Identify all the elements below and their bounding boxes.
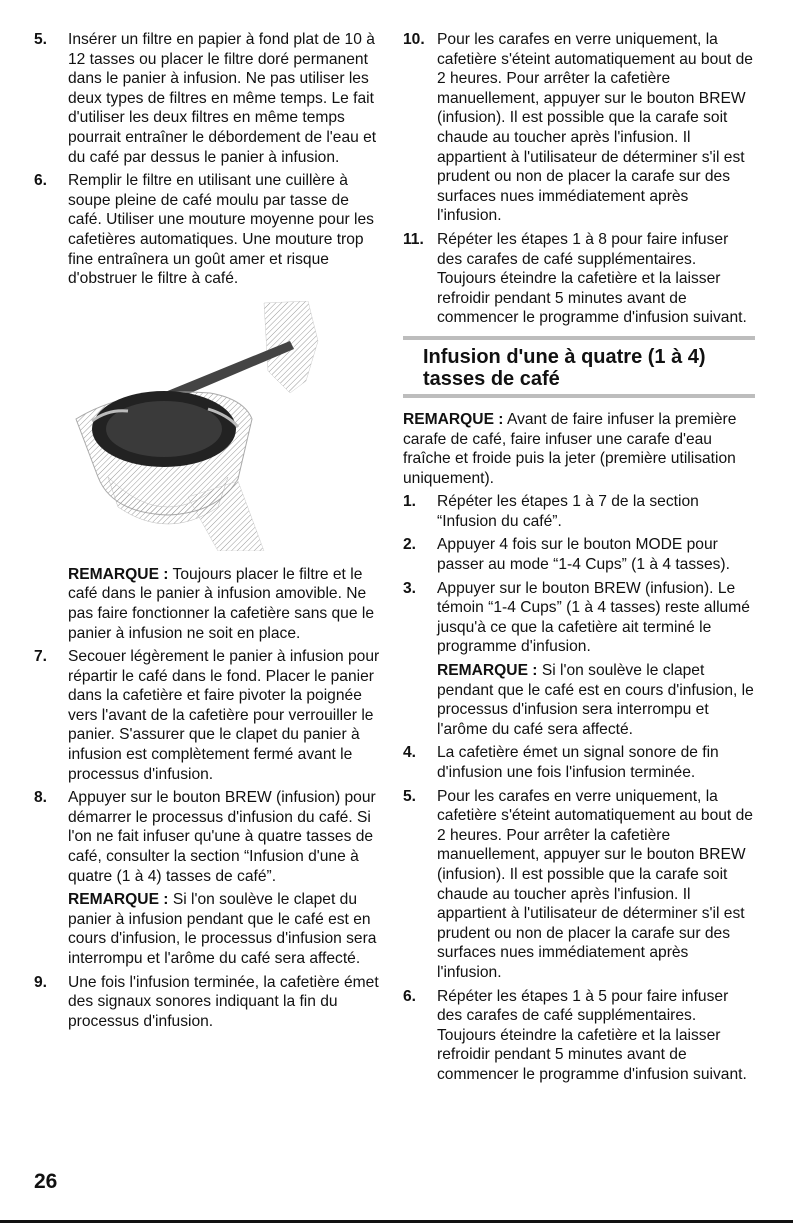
- bottom-rule: [0, 1220, 793, 1223]
- left-column: [34, 30, 384, 1035]
- step-4: [403, 743, 755, 782]
- note-label: REMARQUE :: [68, 891, 169, 909]
- step-number: 10.: [403, 31, 425, 48]
- step-number: 6.: [34, 172, 48, 190]
- step-number: 8.: [34, 789, 48, 807]
- note-text: Avant de faire infuser la première carafe de café, faire infuser une carafe d'eau fraîche et froide puis la jeter (première utilisation uniquement).: [403, 410, 737, 487]
- step-number: 3.: [403, 579, 417, 597]
- step-number: 2.: [403, 536, 417, 554]
- step-text: Appuyer 4 fois sur le bouton MODE pour passer au mode “1-4 Cups” (1 à 4 tasses).: [437, 536, 730, 574]
- step-2: [403, 535, 755, 574]
- step-text: La cafetière émet un signal sonore de fin d'infusion une fois l'infusion terminée.: [437, 744, 719, 781]
- step-number: 4.: [403, 744, 417, 762]
- step-1: [403, 492, 755, 531]
- step-6-right: [403, 987, 755, 1085]
- step-text: Répéter les étapes 1 à 7 de la section “Infusion du café”.: [437, 493, 699, 530]
- step-text: Remplir le filtre en utilisant une cuillère à soupe pleine de café moulu par tasse de café. Utiliser une mouture moyenne pour les cafetières automatiques. Une mouture trop fine entraînera un goût amer et risque d'obstruer le filtre à café.: [68, 172, 374, 288]
- step-text: Insérer un filtre en papier à fond plat de 10 à 12 tasses ou placer le filtre doré permanent dans le panier à infusion. Ne pas utiliser les deux types de filtres en même temps. Le fait d'utiliser les deux filtres en même temps pourrait entraîner le débordement de l'eau et du café par dessus le panier à infusion.: [68, 31, 377, 166]
- note-intro: [403, 410, 755, 488]
- step-9: [34, 973, 384, 1032]
- section-heading: Infusion d'une à quatre (1 à 4) tasses de café: [403, 336, 755, 398]
- note-filter: [34, 565, 384, 643]
- step-text: Secouer légèrement le panier à infusion pour répartir le café dans le fond. Placer le panier dans la cafetière et faire pivoter la poignée vers l'avant de la cafetière pour verrouiller le panier. S'assurer que le clapet du panier à infusion est complètement fermé avant le processus d'infusion.: [68, 648, 380, 783]
- step-text: Pour les carafes en verre uniquement, la cafetière s'éteint automatiquement au bout de 2 heures. Pour arrêter la cafetière manuellement, appuyer sur le bouton BREW (infusion). Il est possible que la carafe soit chaude au toucher après l'infusion. Il appartient à l'utilisateur de déterminer s'il est prudent ou non de placer la carafe sur des surfaces nues immédiatement après l'infusion.: [437, 31, 753, 225]
- step-text: Répéter les étapes 1 à 5 pour faire infuser des carafes de café supplémentaires. Toujours éteindre la cafetière et la laisser refroidir pendant 5 minutes avant de commencer le programme d'infusion suivant.: [437, 987, 747, 1083]
- note-label: REMARQUE :: [403, 410, 504, 428]
- note-label: REMARQUE :: [437, 662, 538, 680]
- note-paragraph: [437, 661, 755, 739]
- step-number: 11.: [403, 230, 424, 248]
- note-paragraph: [68, 890, 384, 968]
- step-text: Une fois l'infusion terminée, la cafetière émet des signaux sonores indiquant la fin du processus d'infusion.: [68, 973, 379, 1030]
- step-number: 9.: [34, 973, 48, 991]
- step-6: [34, 171, 384, 289]
- step-number: 5.: [403, 787, 417, 805]
- step-11: [403, 230, 755, 328]
- step-5-right: [403, 787, 755, 983]
- page-number: 26: [34, 1170, 58, 1193]
- step-number: 6.: [403, 987, 417, 1005]
- step-5: [34, 30, 384, 167]
- note-text: Si l'on soulève le clapet du panier à infusion pendant que le café est en cours d'infusion, le processus d'infusion sera interrompu et l'arôme du café sera affecté.: [68, 891, 377, 967]
- step-number: 5.: [34, 31, 48, 48]
- filter-basket-illustration: [68, 301, 384, 551]
- step-number: 7.: [34, 648, 48, 666]
- step-text: Appuyer sur le bouton BREW (infusion) pour démarrer le processus d'infusion du café. Si l'on ne fait infuser qu'une à quatre tasses de café, consulter la section “Infusion d'une à quatre (1 à 4) tasses de café”.: [68, 789, 376, 885]
- note-label: REMARQUE :: [68, 565, 169, 583]
- coffee-filter-illustration: [68, 301, 384, 551]
- step-10: [403, 30, 755, 226]
- step-text: Appuyer sur le bouton BREW (infusion). Le témoin “1-4 Cups” (1 à 4 tasses) reste allumé jusqu'à ce que la cafetière ait terminé le programme d'infusion.: [437, 579, 750, 656]
- step-8: [34, 788, 384, 968]
- step-7: [34, 647, 384, 784]
- note-text: Si l'on soulève le clapet pendant que le café est en cours d'infusion, le processus d'infusion sera interrompu et l'arôme du café sera affecté.: [437, 662, 754, 738]
- note-paragraph: [68, 565, 384, 643]
- right-column: [403, 30, 755, 1089]
- step-text: Pour les carafes en verre uniquement, la cafetière s'éteint automatiquement au bout de 2 heures. Pour arrêter la cafetière manuellement, appuyer sur le bouton BREW (infusion). Il est possible que la carafe soit chaude au toucher après l'infusion. Il appartient à l'utilisateur de déterminer s'il est prudent ou non de placer la carafe sur des surfaces nues immédiatement après l'infusion.: [437, 787, 753, 981]
- note-text: Toujours placer le filtre et le café dans le panier à infusion amovible. Ne pas faire fonctionner la cafetière sans que le panier à infusion ne soit en place.: [68, 565, 374, 642]
- step-3: [403, 579, 755, 740]
- step-text: Répéter les étapes 1 à 8 pour faire infuser des carafes de café supplémentaires. Toujours éteindre la cafetière et la laisser refroidir pendant 5 minutes avant de commencer le programme d'infusion suivant.: [437, 230, 747, 327]
- step-number: 1.: [403, 493, 417, 511]
